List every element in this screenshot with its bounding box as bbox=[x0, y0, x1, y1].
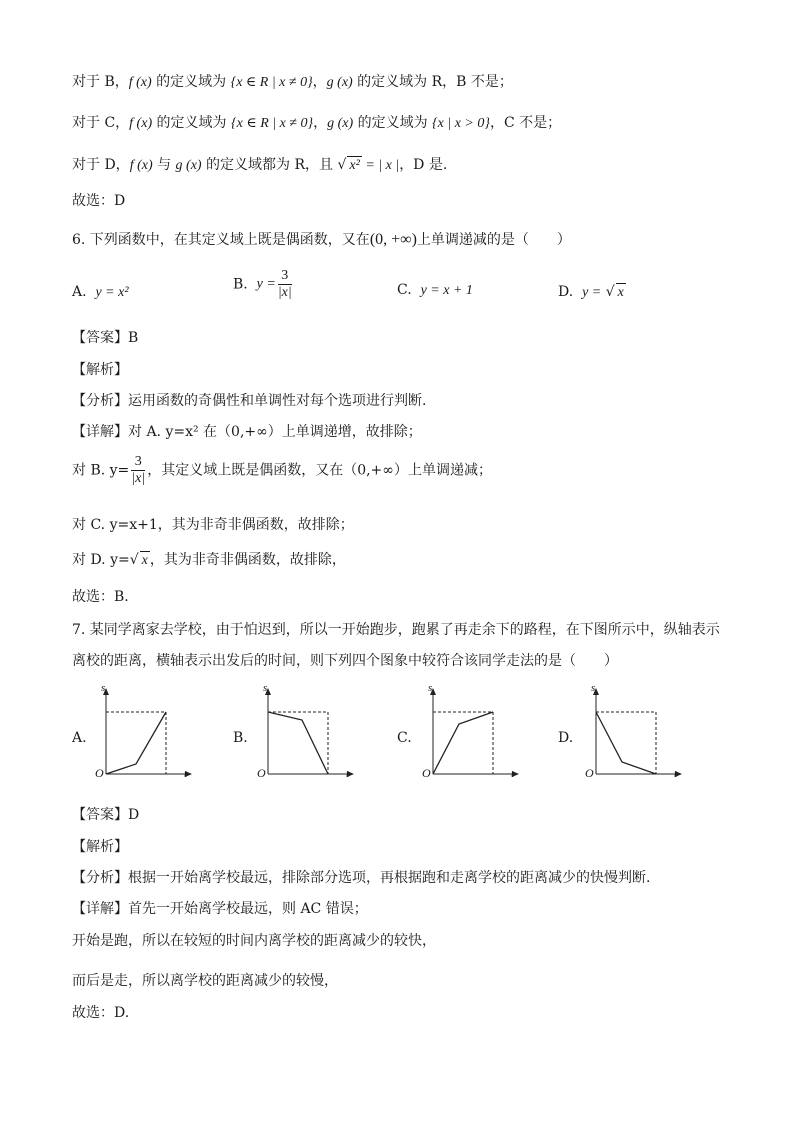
text: ，C 不是； bbox=[489, 115, 562, 131]
graph-d-label: D. bbox=[558, 730, 574, 746]
sqrt-symbol: √ bbox=[337, 157, 347, 173]
text: 的定义域都为 R，且 bbox=[201, 157, 338, 173]
analysis-7: 【分析】根据一开始离学校最远，排除部分选项，再根据跑和走离学校的距离减少的快慢判断. bbox=[72, 870, 651, 886]
fraction bbox=[131, 454, 145, 487]
interval: (0, +∞) bbox=[369, 231, 417, 248]
text: 对 B. y= bbox=[72, 462, 130, 479]
graph-b-svg bbox=[258, 686, 358, 786]
radicand: x² bbox=[349, 158, 360, 173]
question-6-stem bbox=[72, 231, 571, 249]
text: 对 D. y= bbox=[72, 552, 130, 568]
origin-label: O bbox=[257, 766, 266, 780]
s-label: s bbox=[591, 682, 596, 694]
g-of-x: g (x) bbox=[326, 75, 353, 90]
choice-line: 故选：D bbox=[72, 193, 126, 209]
t-label: t bbox=[184, 768, 188, 780]
option-c bbox=[397, 281, 473, 300]
option-expr: y = x + 1 bbox=[420, 283, 473, 298]
option-a bbox=[72, 283, 129, 302]
text: 对于 C， bbox=[72, 115, 130, 131]
detail-6d bbox=[72, 551, 346, 570]
s-label: s bbox=[263, 682, 268, 694]
s-label: s bbox=[428, 682, 433, 694]
g-of-x: g (x) bbox=[327, 116, 354, 131]
t-label: t bbox=[511, 768, 515, 780]
option-expr: y = x² bbox=[95, 285, 129, 300]
question-7-stem-2: 离校的距离，横轴表示出发后的时间，则下列四个图象中较符合该同学走法的是（ ） bbox=[72, 653, 618, 669]
text: 6. 下列函数中，在其定义域上既是偶函数，又在 bbox=[72, 232, 370, 248]
answer-6: 【答案】B bbox=[72, 330, 139, 346]
detail-7a: 【详解】首先一开始离学校最远，则 AC 错误； bbox=[72, 901, 368, 917]
option-expr: y = bbox=[256, 276, 276, 292]
analysis-6: 【分析】运用函数的奇偶性和单调性对每个选项进行判断. bbox=[72, 393, 427, 409]
graph-path bbox=[596, 712, 656, 774]
option-b bbox=[233, 268, 294, 301]
text: ，D 是. bbox=[399, 157, 448, 173]
origin-label: O bbox=[95, 766, 104, 780]
text: 的定义域为 bbox=[152, 115, 232, 131]
graph-c bbox=[422, 682, 553, 786]
domain-set: {x | x > 0} bbox=[432, 116, 490, 131]
solution-line-d bbox=[72, 156, 447, 175]
text: ，其为非奇非偶函数，故排除， bbox=[149, 552, 346, 568]
question-7-stem-1: 7. 某同学离家去学校，由于怕迟到，所以一开始跑步，跑累了再走余下的路程，在下图所示中，纵轴表示 bbox=[72, 622, 720, 638]
detail-6a: 【详解】对 A. y=x² 在（0,+∞）上单调递增，故排除； bbox=[72, 424, 422, 440]
t-label: t bbox=[674, 768, 678, 780]
sqrt-symbol: √ bbox=[129, 552, 139, 568]
choice-7: 故选：D. bbox=[72, 1005, 130, 1021]
detail-6c: 对 C. y=x+1，其为非奇非偶函数，故排除； bbox=[72, 517, 354, 533]
origin-label: O bbox=[585, 766, 594, 780]
graph-a-label: A. bbox=[72, 730, 87, 746]
radicand: x bbox=[617, 285, 624, 300]
graph-path bbox=[268, 712, 328, 774]
graph-c-svg bbox=[423, 686, 523, 786]
choice-6: 故选：B. bbox=[72, 589, 129, 605]
f-of-x: f (x) bbox=[129, 116, 153, 131]
detail-6b bbox=[72, 454, 492, 487]
text: 对于 B， bbox=[72, 74, 129, 90]
answer-7: 【答案】D bbox=[72, 807, 140, 823]
option-label: C. bbox=[397, 282, 412, 298]
origin-label: O bbox=[422, 766, 431, 780]
f-of-x: f (x) bbox=[129, 158, 153, 173]
graph-d-svg bbox=[586, 686, 686, 786]
domain-set: {x ∈ R | x ≠ 0} bbox=[231, 116, 314, 131]
text: 的定义域为 bbox=[353, 115, 433, 131]
f-of-x: f (x) bbox=[128, 75, 152, 90]
graph-b bbox=[257, 682, 388, 786]
numerator: 3 bbox=[134, 454, 142, 469]
fraction bbox=[278, 268, 292, 301]
denominator: |x| bbox=[277, 285, 292, 300]
analysis-head-7: 【解析】 bbox=[72, 839, 128, 855]
graph-a bbox=[95, 682, 226, 786]
graph-c-label: C. bbox=[397, 730, 412, 746]
numerator: 3 bbox=[281, 268, 289, 283]
g-of-x: g (x) bbox=[175, 158, 202, 173]
analysis-head-6: 【解析】 bbox=[72, 362, 128, 378]
solution-line-b bbox=[72, 73, 513, 92]
graph-b-label: B. bbox=[233, 730, 248, 746]
s-label: s bbox=[101, 682, 106, 694]
denominator: |x| bbox=[131, 471, 146, 486]
graph-path bbox=[433, 712, 493, 774]
text: 的定义域为 R，B 不是； bbox=[352, 74, 513, 90]
option-label: B. bbox=[233, 276, 248, 293]
option-d bbox=[558, 283, 626, 302]
text: 上单调递减的是（ ） bbox=[416, 232, 571, 248]
graph-d bbox=[585, 682, 716, 786]
radicand: x bbox=[141, 553, 148, 568]
detail-7c: 而后是走，所以离学校的距离减少的较慢， bbox=[72, 973, 338, 989]
graph-a-svg bbox=[96, 686, 196, 786]
equation: = | x | bbox=[361, 158, 400, 173]
option-label: A. bbox=[72, 284, 87, 300]
t-label: t bbox=[346, 768, 350, 780]
text: 与 bbox=[152, 157, 176, 173]
text: 对于 D， bbox=[72, 157, 130, 173]
text: ， bbox=[313, 115, 328, 131]
detail-7b: 开始是跑，所以在较短的时间内离学校的距离减少的较快， bbox=[72, 933, 436, 949]
text: ，其定义域上既是偶函数，又在（0,+∞）上单调递减； bbox=[147, 462, 492, 479]
domain-set: {x ∈ R | x ≠ 0} bbox=[230, 75, 313, 90]
graph-path bbox=[106, 712, 166, 774]
solution-line-c bbox=[72, 114, 561, 133]
option-label: D. bbox=[558, 284, 574, 300]
text: ， bbox=[312, 74, 327, 90]
sqrt-symbol: √ bbox=[605, 284, 615, 300]
option-expr: y = bbox=[582, 285, 602, 300]
text: 的定义域为 bbox=[151, 74, 231, 90]
